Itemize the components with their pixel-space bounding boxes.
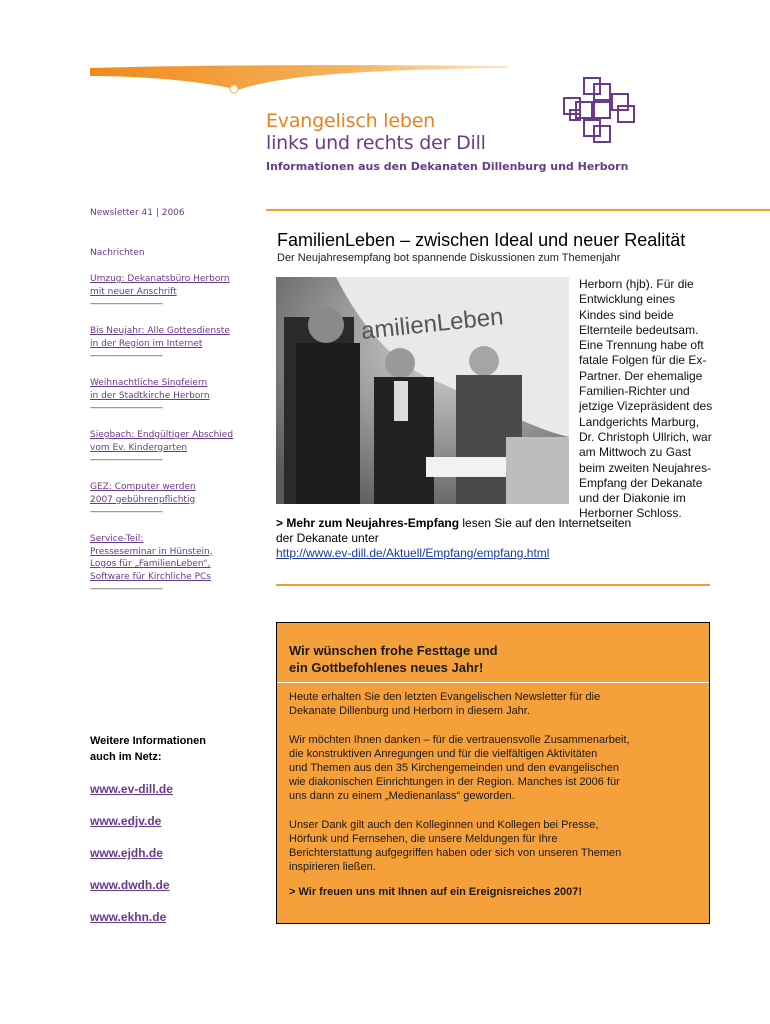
article-body-line: Landgerichts Marburg, xyxy=(579,414,700,429)
more-text: lesen Sie auf den Internetseiten xyxy=(459,516,632,530)
article-body-line: Herborn (hjb). Für die xyxy=(579,277,694,291)
news-link-text: 2007 gebührenpflichtig xyxy=(90,494,196,505)
header-divider xyxy=(266,209,770,211)
greeting-line: Berichterstattung aufgegriffen haben oder sich von unseren Themen xyxy=(289,847,622,859)
news-link-umzug[interactable] xyxy=(90,273,265,298)
news-link-siegbach[interactable] xyxy=(90,429,265,454)
greeting-line: Unser Dank gilt auch den Kolleginnen und Kollegen bei Presse, xyxy=(289,819,599,831)
more-link-label: > Mehr zum Neujahres-Empfang xyxy=(276,516,460,530)
article-body-line: beim zweiten Neujahres- xyxy=(579,460,712,475)
news-link-service[interactable] xyxy=(90,533,265,583)
holiday-greeting-box xyxy=(276,622,710,924)
article-body-line: Eine Trennung habe oft xyxy=(579,338,704,353)
article-subtitle: Der Neujahresempfang bot spannende Diskussionen zum Themenjahr xyxy=(277,252,621,264)
article-body-line: Kindes sind beide xyxy=(579,307,674,322)
greeting-line: uns dann zu einem „Medienanlass“ geworden. xyxy=(289,790,515,802)
article-body-line: Empfang der Dekanate xyxy=(579,475,703,490)
article-body-line: Partner. Der ehemalige xyxy=(579,368,703,383)
news-link-text: vom Ev. Kindergarten xyxy=(90,442,188,453)
news-item xyxy=(90,533,265,595)
article-title: FamilienLeben – zwischen Ideal und neuer Realität xyxy=(277,230,686,250)
link-ev-dill[interactable]: www.ev-dill.de xyxy=(90,782,173,796)
separator: ————————— xyxy=(90,351,162,361)
separator: ————————— xyxy=(90,299,162,309)
empfang-url-link[interactable]: http://www.ev-dill.de/Aktuell/Empfang/empfang.html xyxy=(276,546,550,560)
article-body-line: jetzige Vizepräsident des xyxy=(579,399,713,414)
link-ekhn[interactable]: www.ekhn.de xyxy=(90,910,167,924)
news-link-gottesdienste[interactable] xyxy=(90,325,265,350)
news-link-text: GEZ: Computer werden xyxy=(90,482,196,492)
photo-banner-text: amilienLeben xyxy=(359,303,505,345)
greeting-paragraph-3 xyxy=(289,818,699,874)
greeting-divider xyxy=(277,682,709,683)
news-link-text: Software für Kirchliche PCs xyxy=(90,571,211,582)
separator: ————————— xyxy=(90,403,162,413)
greeting-line: inspirieren ließen. xyxy=(289,861,376,873)
news-link-singfeiern[interactable] xyxy=(90,377,265,402)
greeting-line: Hörfunk und Fernsehen, die unsere Meldungen für Ihre xyxy=(289,833,558,845)
news-item xyxy=(90,377,265,414)
greeting-line: Dekanate Dillenburg und Herborn in diesem Jahr. xyxy=(289,705,530,717)
article-body xyxy=(579,277,729,522)
greeting-line: wie diakonischen Einrichtungen in der Region. Manches ist 2006 für xyxy=(289,776,620,788)
greeting-paragraph-1 xyxy=(289,690,699,718)
link-edjv[interactable]: www.edjv.de xyxy=(90,814,162,828)
greeting-line: Heute erhalten Sie den letzten Evangelischen Newsletter für die xyxy=(289,691,601,703)
news-link-text: Presseseminar in Hünstein, xyxy=(90,546,213,557)
article-body-line: am Mittwoch zu Gast xyxy=(579,445,692,460)
more-text: der Dekanate unter xyxy=(276,531,379,545)
greeting-closing: > Wir freuen uns mit Ihnen auf ein Ereignisreiches 2007! xyxy=(289,886,583,898)
news-link-text: mit neuer Anschrift xyxy=(90,286,177,297)
article-photo xyxy=(276,277,569,504)
site-title-line1: Evangelisch leben xyxy=(266,110,436,132)
news-link-text: Siegbach: Endgültiger Abschied xyxy=(90,430,234,440)
news-link-text: Umzug: Dekanatsbüro Herborn xyxy=(90,274,230,284)
greeting-line: und Themen aus den 35 Kirchengemeinden und den evangelischen xyxy=(289,762,620,774)
article-body-line: und der Diakonie im xyxy=(579,491,686,506)
site-subtitle: Informationen aus den Dekanaten Dillenburg und Herborn xyxy=(266,160,629,173)
header-swoosh xyxy=(88,60,508,110)
article-body-line: Entwicklung eines xyxy=(579,292,676,307)
cross-logo-icon xyxy=(558,76,638,146)
article-body-line: Herborner Schloss. xyxy=(579,506,682,521)
news-link-text: in der Region im Internet xyxy=(90,338,203,349)
news-list xyxy=(90,273,265,610)
news-link-gez[interactable] xyxy=(90,481,265,506)
news-link-text: Service-Teil: xyxy=(90,534,144,544)
site-title-line2: links und rechts der Dill xyxy=(266,132,486,154)
news-item xyxy=(90,481,265,518)
link-ejdh[interactable]: www.ejdh.de xyxy=(90,846,163,860)
more-info-heading-line: auch im Netz: xyxy=(90,751,162,763)
article-more xyxy=(276,516,696,561)
news-item xyxy=(90,325,265,362)
news-item xyxy=(90,273,265,310)
section-label-news: Nachrichten xyxy=(90,248,145,258)
newsletter-number: Newsletter 41 | 2006 xyxy=(90,208,185,218)
article-body-line: fatale Folgen für die Ex- xyxy=(579,353,707,368)
news-item xyxy=(90,429,265,466)
greeting-title-line: Wir wünschen frohe Festtage und xyxy=(289,643,498,658)
article-body-line: Dr. Christoph Ullrich, war xyxy=(579,429,712,444)
greeting-title-line: ein Gottbefohlenes neues Jahr! xyxy=(289,660,484,675)
more-info-heading xyxy=(90,733,206,765)
greeting-paragraph-2 xyxy=(289,733,699,803)
news-link-text: Bis Neujahr: Alle Gottesdienste xyxy=(90,326,230,336)
article-divider xyxy=(276,584,710,586)
news-link-text: in der Stadtkirche Herborn xyxy=(90,390,210,401)
greeting-title xyxy=(289,642,689,676)
link-dwdh[interactable]: www.dwdh.de xyxy=(90,878,170,892)
separator: ————————— xyxy=(90,584,162,594)
news-link-text: Weihnachtliche Singfeiern xyxy=(90,378,208,388)
greeting-line: Wir möchten Ihnen danken – für die vertrauensvolle Zusammenarbeit, xyxy=(289,734,630,746)
more-info-heading-line: Weitere Informationen xyxy=(90,735,206,747)
article-body-line: Elternteile bedeutsam. xyxy=(579,322,699,337)
news-link-text: Logos für „FamilienLeben“, xyxy=(90,559,211,569)
separator: ————————— xyxy=(90,507,162,517)
separator: ————————— xyxy=(90,455,162,465)
greeting-line: die konstruktiven Anregungen und für die vielfältigen Aktivitäten xyxy=(289,748,598,760)
external-links xyxy=(90,782,173,942)
article-body-line: Familien-Richter und xyxy=(579,384,690,399)
